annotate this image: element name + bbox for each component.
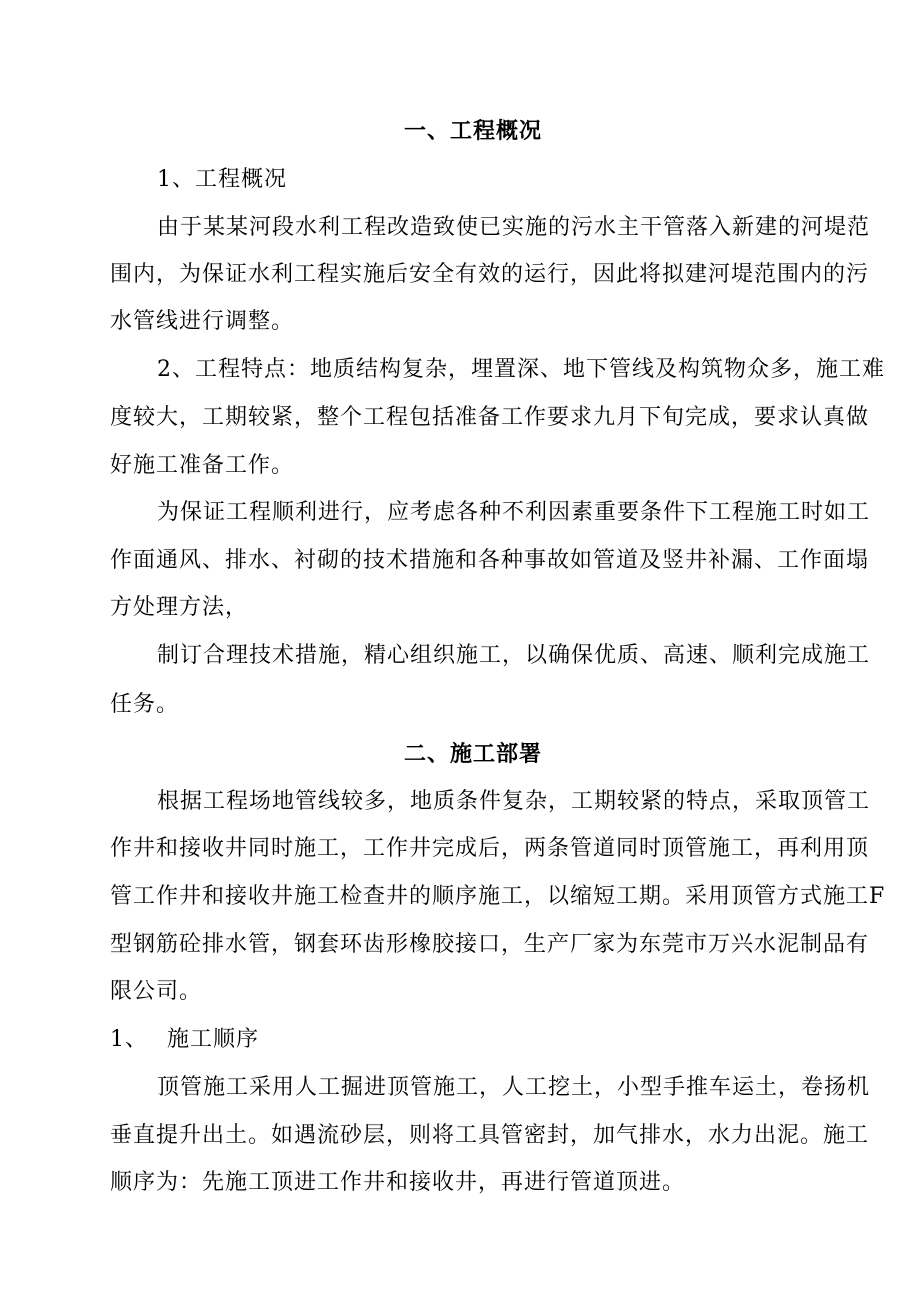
section-heading-construction-deployment: 二、施工部署 — [404, 741, 543, 767]
paragraph-line: 由于某某河段水利工程改造致使已实施的污水主干管落入新建的河堤范 — [157, 215, 871, 240]
paragraph-line: 顺序为：先施工顶进工作井和接收井，再进行管道顶进。 — [110, 1170, 686, 1195]
paragraph-line: 为保证工程顺利进行，应考虑各种不利因素重要条件下工程施工时如工 — [157, 500, 871, 525]
paragraph-line: 水管线进行调整。 — [110, 309, 295, 334]
paragraph-line: 顶管施工采用人工掘进顶管施工，人工挖土，小型手推车运土，卷扬机 — [157, 1075, 871, 1100]
paragraph-line: 任务。 — [110, 692, 180, 717]
paragraph-line: 2、工程特点：地质结构复杂，埋置深、地下管线及构筑物众多，施工难 — [157, 357, 885, 382]
paragraph-line: 型钢筋砼排水管，钢套环齿形橡胶接口，生产厂家为东莞市万兴水泥制品有 — [110, 932, 870, 957]
paragraph-line: 制订合理技术措施，精心组织施工，以确保优质、高速、顺利完成施工 — [157, 643, 871, 668]
paragraph-line: 方处理方法， — [110, 595, 249, 620]
section-heading-project-overview: 一、工程概况 — [404, 118, 543, 144]
paragraph-line: 作井和接收井同时施工，工作井完成后，两条管道同时顶管施工，再利用顶 — [110, 836, 870, 861]
paragraph-line: 作面通风、排水、衬砌的技术措施和各种事故如管道及竖井补漏、工作面塌 — [110, 548, 870, 573]
paragraph-line: 管工作井和接收井施工检查井的顺序施工，以缩短工期。采用顶管方式施工F — [110, 884, 886, 909]
paragraph-line: 围内，为保证水利工程实施后安全有效的运行，因此将拟建河堤范围内的污 — [110, 262, 870, 287]
paragraph-line: 度较大，工期较紧，整个工程包括准备工作要求九月下旬完成，要求认真做 — [110, 405, 870, 430]
paragraph-line: 垂直提升出土。如遇流砂层，则将工具管密封，加气排水，水力出泥。施工 — [110, 1123, 870, 1148]
paragraph-line: 限公司。 — [110, 979, 203, 1004]
subheading-project-overview: 1、工程概况 — [157, 167, 287, 192]
subheading-construction-sequence: 施工顺序 — [167, 1027, 260, 1052]
subheading-number: 1、 — [110, 1027, 148, 1052]
paragraph-line: 根据工程场地管线较多，地质条件复杂，工期较紧的特点，采取顶管工 — [157, 789, 871, 814]
paragraph-line: 好施工准备工作。 — [110, 453, 295, 478]
